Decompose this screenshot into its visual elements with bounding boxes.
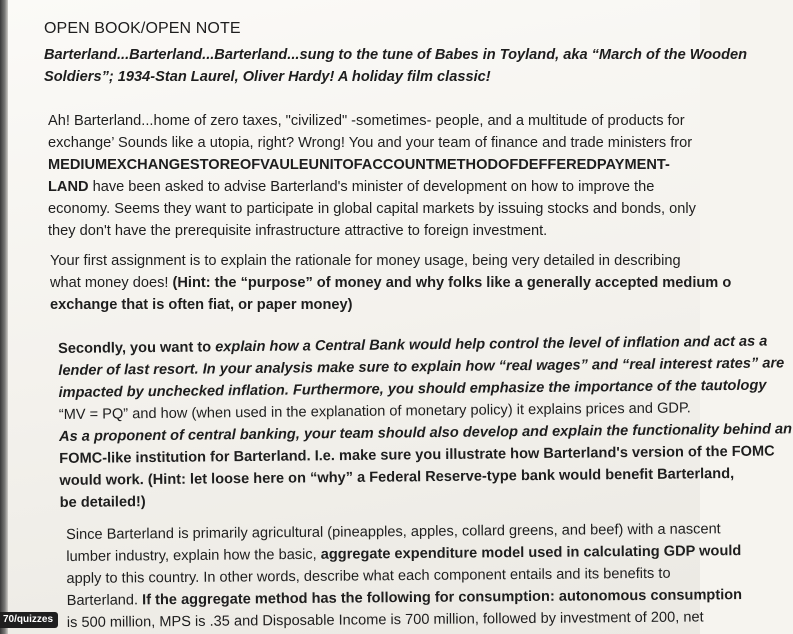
intro-paragraph (44, 44, 747, 88)
paragraph-line: Ah! Barterland...home of zero taxes, "civilized" -sometimes- people, and a multitude of products for (48, 113, 685, 129)
paragraph-line: MEDIUMEXCHANGESTOREOFVAULEUNITOFACCOUNTMETHODOFDEFFEREDPAYMENT- (48, 157, 670, 173)
paragraph-line: be detailed!) (59, 494, 146, 511)
paragraph-text: explain how a Central Bank would help control the level of inflation and act as a (215, 333, 768, 356)
hint-text: (Hint: the “purpose” of money and why folks like a generally accepted medium o (172, 275, 732, 291)
paragraph-line: economy. Seems they want to participate in global capital markets by issuing stocks and bonds, only (48, 201, 696, 217)
paragraph-line: “MV = PQ” and how (when used in the explanation of monetary policy) it explains prices and GDP. (58, 400, 691, 423)
paragraph-line: exchange that is often fiat, or paper money) (50, 297, 353, 313)
barterland-description-paragraph (48, 110, 696, 242)
paragraph-text: aggregate expenditure model used in calculating GDP would (320, 543, 742, 563)
paragraph-line: Since Barterland is primarily agricultural (pineapples, apples, collard greens, and beef) with a nascent (66, 521, 721, 543)
second-assignment-paragraph (58, 330, 793, 514)
third-assignment-paragraph (66, 518, 742, 634)
paragraph-line: exchange’ Sounds like a utopia, right? Wrong! You and your team of finance and trade ministers fror (48, 135, 693, 151)
paragraph-line: they don't have the prerequisite infrastructure attractive to foreign investment. (48, 223, 548, 239)
page-heading: OPEN BOOK/OPEN NOTE (44, 20, 241, 37)
paragraph-line (50, 272, 731, 294)
paragraph-line (48, 176, 696, 198)
paragraph-line: impacted by unchecked inflation. Furthermore, you should emphasize the importance of the tautology (58, 377, 767, 401)
paragraph-text: If the aggregate method has the following for consumption: autonomous consumption (142, 587, 743, 609)
page-left-edge (0, 0, 8, 634)
quizzes-badge: 70/quizzes (0, 612, 58, 628)
paragraph-text: lumber industry, explain how the basic, (66, 546, 321, 565)
paragraph-line: lender of last resort. In your analysis make sure to explain how “real wages” and “real interest rates” are (58, 355, 785, 379)
paragraph-line: apply to this country. In other words, describe what each component entails and its benefits to (66, 565, 671, 587)
intro-line: Soldiers”; 1934-Stan Laurel, Oliver Hardy! A holiday film classic! (44, 69, 491, 85)
paragraph-text: Secondly, you want to (58, 339, 216, 357)
paragraph-line: is 500 million, MPS is .35 and Disposable Income is 700 million, followed by investment of 200, net (66, 609, 704, 631)
paragraph-text: have been asked to advise Barterland's minister of development on how to improve the (88, 179, 655, 195)
paragraph-text: what money does! (50, 275, 173, 291)
paragraph-line: would work. (Hint: let loose here on “why” a Federal Reserve-type bank would benefit Barterland, (59, 465, 735, 489)
paragraph-line: FOMC-like institution for Barterland. I.e. make sure you illustrate how Barterland's version of the FOMC (59, 443, 775, 467)
paragraph-line: Your first assignment is to explain the rationale for money usage, being very detailed in describing (50, 253, 681, 269)
paragraph-text: Barterland. (66, 592, 143, 609)
first-assignment-paragraph (50, 250, 731, 316)
land-word: LAND (48, 179, 89, 195)
intro-line: Barterland...Barterland...Barterland...sung to the tune of Babes in Toyland, aka “March of the Wooden (44, 47, 748, 63)
paragraph-line: As a proponent of central banking, your team should also develop and explain the functionality behind an (58, 421, 793, 445)
